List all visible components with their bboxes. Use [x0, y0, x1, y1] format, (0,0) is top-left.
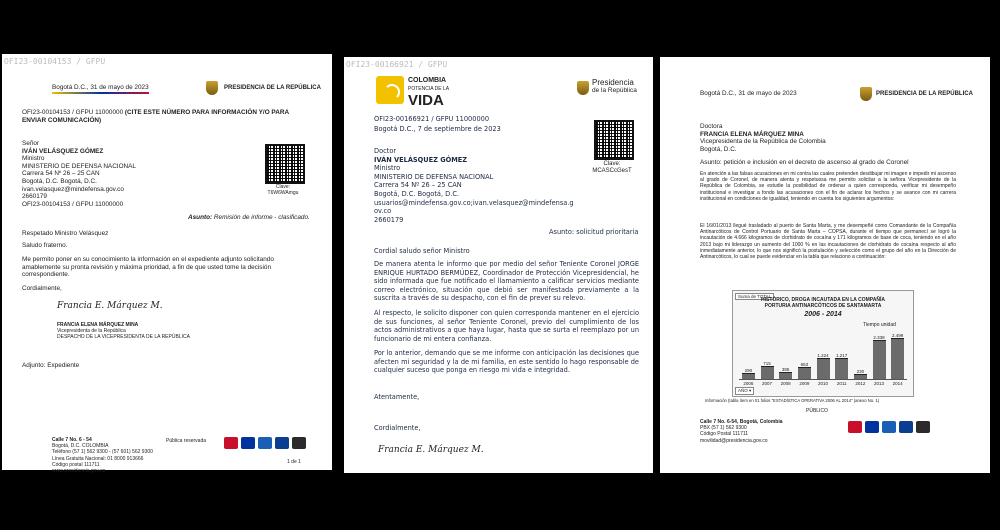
footer-line: Teléfono (57 1) 562 9300 - (57 601) 562 9300: [52, 449, 153, 456]
logo-icon: [865, 421, 879, 433]
letter-date: Bogotá D.C., 31 de mayo de 2023: [700, 90, 797, 97]
recipient-line: ov.co: [374, 207, 392, 216]
chart-tick-label: 2014: [892, 381, 903, 386]
logo-icon: [292, 437, 306, 449]
recipient-line: OFI23-00104153 / GFPU 11000000: [22, 200, 124, 208]
salutation: Saludo fraterno.: [22, 242, 68, 249]
recipient-line: ivan.velasquez@mindefensa.gov.co: [22, 185, 124, 193]
subject-line: [188, 214, 310, 222]
closing: Cordialmente,: [374, 424, 421, 432]
key-value: MCASCcGesT: [592, 168, 632, 174]
chart-data-label: 290: [744, 368, 753, 374]
logo-icon: [848, 421, 862, 433]
body-paragraph: De manera atenta le informo que por medio del señor Teniente Coronel JORGE ENRIQUE HURTADO BERMÚDEZ, Coordinador de Protección Vicepresidencial, he sido informada que fue notificado el llamamiento a calificar servicios mediante correo electrónico, situación que debió ser manifestada previamente a la suscrita a través de su despacho, con el fin de prever su relevo.: [374, 260, 639, 303]
coat-of-arms-icon: [860, 87, 872, 101]
recipient-name: FRANCIA ELENA MÁRQUEZ MINA: [700, 130, 804, 138]
chart-bar: [817, 358, 830, 379]
chart-legend: Tiempo unidad: [863, 322, 896, 328]
recipient-line: MINISTERIO DE DEFENSA NACIONAL: [22, 162, 136, 170]
chart-tick-label: 2008: [780, 381, 791, 386]
chart-bar: [779, 372, 792, 379]
letter-page-1: [2, 54, 332, 475]
letter-page-3: [660, 57, 990, 473]
subject-text: solicitud prioritaria: [576, 228, 639, 236]
body-paragraph: En atención a las falsas acusaciones en mi contra las cuales pretenden desdibujar mi imagen e impedir mi ascenso al grado de Coronel, de manera atenta y respetuosa me permito solicitar a la señora Vicepresidente de la República de Colombia, se estudie la posibilidad de ordenar a quien corresponda, verificar mi desempeño institucional e investigar a fondo las acusaciones con el fin de aclarar los hechos y se avance con mi carrera institucional en condiciones de igualdad, teniendo en cuenta los siguientes argumentos:: [700, 171, 956, 202]
recipient-line: Ministro: [22, 155, 45, 163]
signature: Francia E. Márquez M.: [378, 445, 484, 455]
key-block: [584, 161, 640, 175]
footer-address: [700, 419, 783, 444]
closing: Atentamente,: [374, 393, 420, 401]
logo-icon: [882, 421, 896, 433]
recipient-line: Señor: [22, 140, 40, 147]
footer-line: PBX (57 1) 562 9300: [700, 425, 747, 432]
chart-bar: [742, 373, 755, 379]
reference-number: OFI23-00166921 / GFPU 11000000: [374, 115, 490, 123]
key-block: [260, 184, 306, 196]
chevron-down-icon: ▾: [749, 388, 752, 393]
chart-data-label: 715: [763, 361, 771, 367]
signature: Francia E. Márquez M.: [57, 301, 163, 311]
subject-text: Remisión de informe - clasificado.: [213, 214, 310, 221]
qr-code: [265, 144, 305, 184]
chart-plot-area: [739, 329, 907, 386]
chart-note: Información (tabla ítem en 01 folios "ESTADÍSTICA OPERATIVA 2006 AL 2014" (anexo No. 1): [705, 398, 880, 403]
footer-logos: [224, 436, 309, 454]
public-label: Pública reservada: [166, 438, 207, 444]
logo-icon: [224, 437, 238, 449]
chart-subtitle: 2006 - 2014: [804, 311, 842, 318]
body-paragraph: Por lo anterior, demando que se me informe con anticipación las decisiones que afecten mi seguridad y la de mi familia, en este sentido lo hago responsable de cualquier suceso que ponga en riesgo mi vida e integridad.: [374, 349, 639, 375]
recipient-line: 2660179: [374, 215, 404, 224]
chart-tick-label: 2011: [836, 381, 847, 386]
letter-page-2: [344, 57, 653, 473]
footer-logos: [848, 420, 933, 438]
chart-data-label: 1.224: [817, 353, 829, 359]
recipient-block: [22, 140, 222, 208]
reference-line: [22, 109, 302, 124]
key-value: T6W6WAmgu: [267, 190, 299, 197]
recipient-line: Doctora: [700, 123, 723, 130]
recipient-line: Bogotá, D.C.: [700, 145, 737, 153]
body-paragraph: El 16/01/2013 llegué trasladado al puerto de Santa Marta, y me desempeñé como Comandante de la Compañía Antinarcóticos de Control Portuario de Santa Marta – COPSA, durante el tiempo que permanecí se logró la incautación de 4.666 kilogramos de clorhidrato de cocaína y 171 kilogramos de base de coca, teniendo en el año 2013 bajo mi liderazgo un aumento del 1000 % en las incautaciones de clorhidrato de cocaína respecto al año inmediatamente anterior, lo que nos significó la postulación y selección como el grupo del año en la Dirección de Antinarcóticos, lo cual se puede evidenciar en la tabla que relaciono a continuación:: [700, 223, 956, 261]
recipient-line: usuarios@mindefensa.gov.co;ivan.velasquez@mindefensa.g: [374, 198, 574, 207]
coat-of-arms-icon: [206, 81, 218, 95]
document-stamp: OFI23-00166921 / GFPU: [346, 60, 448, 69]
logo-icon: [258, 437, 272, 449]
attachment-note: Adjunto: Expediente: [22, 362, 80, 369]
reference-note: (CITE ESTE NÚMERO PARA INFORMACIÓN Y/O PARA ENVIAR COMUNICACIÓN): [22, 109, 289, 124]
key-label: Clave:: [275, 184, 291, 190]
colombia-logo: [408, 77, 449, 108]
seizure-chart: [732, 290, 914, 397]
chart-filter[interactable]: [735, 387, 754, 395]
presidency-header: [592, 79, 637, 95]
body-paragraph: Me permito poner en su conocimiento la información en el expediente adjunto solicitando amablemente su pronta revisión y máxima prioridad, a fin de que usted tome la decisión correspondiente.: [22, 256, 274, 279]
recipient-line: Bogotá, D.C. Bogotá, D.C.: [374, 189, 460, 198]
signer-block: [57, 322, 190, 341]
chart-filter-label: AÑO: [738, 388, 748, 393]
footer-line: Calle 7 No. 6-54, Bogotá, Colombia: [700, 419, 783, 425]
footer-line: Bogotá, D.C. COLOMBIA: [52, 443, 109, 450]
chart-bar: [873, 340, 886, 379]
chart-tick-label: 2010: [817, 381, 828, 386]
chart-tick-label: 2009: [799, 381, 810, 386]
recipient-line: Carrera 54 Nº 26 – 25 CAN: [374, 181, 462, 190]
chart-bar: [761, 366, 774, 379]
chart-tick-label: 2007: [761, 381, 772, 386]
greeting: Respetado Ministro Velásquez: [22, 230, 109, 237]
key-label: Clave:: [603, 161, 621, 167]
closing: Cordialmente,: [22, 285, 62, 292]
chart-title: HISTÓRICO, DROGA INCAUTADA EN LA COMPAÑÍA PORTURIA ANTINARCÓTICOS DE SANTAMARTA: [761, 297, 885, 309]
chart-bar: [835, 358, 848, 379]
reference-number: OFI23-00104153 / GFPU 11000000: [22, 109, 124, 116]
footer-address: [52, 437, 153, 474]
subject-label: Asunto:: [188, 214, 213, 221]
colombia-logo-icon: [376, 76, 404, 104]
letter-date: Bogotá D.C., 31 de mayo de 2023: [52, 84, 149, 94]
logo-line: POTENCIA DE LA: [408, 86, 450, 92]
chart-tick-label: 2013: [873, 381, 884, 386]
chart-data-label: 230: [856, 369, 865, 375]
recipient-line: 2660179: [22, 193, 47, 201]
recipient-name: IVÁN VELÁSQUEZ GÓMEZ: [22, 147, 104, 155]
recipient-block: [700, 123, 826, 153]
chart-data-label: 385: [781, 366, 790, 372]
footer-line: Calle 7 No. 6 - 54: [52, 437, 92, 443]
coat-of-arms-icon: [577, 81, 589, 95]
page-number: 1 de 1: [287, 459, 301, 465]
chart-tick-label: 2006: [743, 381, 754, 386]
logo-icon: [916, 421, 930, 433]
body-paragraph: Al respecto, le solicito disponer con quien corresponda mantener en el ejercicio de sus funciones, al señor Teniente Coronel, previo del cumplimiento de los actos administrativos a que haya lugar, hasta que se surta el reemplazo por un funcionario de mi entera confianza.: [374, 309, 639, 343]
letter-date: Bogotá D.C., 7 de septiembre de 2023: [374, 125, 501, 133]
chart-data-label: 2.338: [873, 335, 885, 341]
subject-line: Asunto: petición e inclusión en el decreto de ascenso al grado de Coronel: [700, 159, 909, 166]
recipient-line: Ministro: [374, 164, 401, 173]
logo-icon: [899, 421, 913, 433]
document-stamp: OFI23-00104153 / GFPU: [4, 57, 106, 66]
chart-header-label: Suma de TOTAL: [735, 293, 774, 300]
presidency-line: Presidencia: [592, 78, 634, 87]
chart-bar: [854, 374, 867, 379]
chart-data-label: 1.217: [836, 353, 848, 359]
footer-line: www.presidencia.gov.co: [52, 468, 106, 475]
chart-data-label: 653: [800, 362, 809, 368]
footer-line: Línea Gratuita Nacional: 01 8000 913666: [52, 455, 144, 462]
public-label: PÚBLICO: [806, 408, 828, 414]
recipient-line: Bogotá, D.C. Bogotá, D.C.: [22, 177, 97, 185]
subject-label: Asunto:: [549, 228, 575, 236]
footer-line: Código postal 111711: [52, 461, 100, 468]
footer-line: Código Postal 111711: [700, 431, 749, 438]
greeting: Cordial saludo señor Ministro: [374, 247, 470, 255]
signer-office: DESPACHO DE LA VICEPRESIDENTA DE LA REPÚBLICA: [57, 334, 190, 341]
presidency-line: de la República: [592, 87, 637, 94]
recipient-name: IVÁN VELÁSQUEZ GÓMEZ: [374, 155, 468, 164]
recipient-block: [374, 147, 589, 224]
chart-bar: [891, 338, 904, 379]
logo-line: COLOMBIA: [408, 77, 447, 84]
signer-title: Vicepresidenta de la República: [57, 328, 126, 335]
subject-line: [549, 228, 638, 237]
logo-line: VIDA: [408, 92, 444, 109]
recipient-line: Vicepresidenta de la República de Colombia: [700, 138, 826, 146]
presidency-header: PRESIDENCIA DE LA REPÚBLICA: [224, 85, 321, 91]
logo-icon: [275, 437, 289, 449]
qr-code: [594, 120, 634, 160]
chart-bar: [798, 367, 811, 379]
footer-line: movilidad@presidencia.gov.co: [700, 437, 768, 444]
logo-icon: [241, 437, 255, 449]
chart-tick-label: 2012: [855, 381, 866, 386]
recipient-line: MINISTERIO DE DEFENSA NACIONAL: [374, 172, 494, 181]
chart-data-label: 2.499: [892, 332, 904, 338]
signer-name: FRANCIA ELENA MÁRQUEZ MINA: [57, 322, 139, 328]
recipient-line: Carrera 54 Nº 26 – 25 CAN: [22, 170, 100, 178]
recipient-line: Doctor: [374, 147, 397, 155]
presidency-header: PRESIDENCIA DE LA REPÚBLICA: [876, 91, 973, 97]
